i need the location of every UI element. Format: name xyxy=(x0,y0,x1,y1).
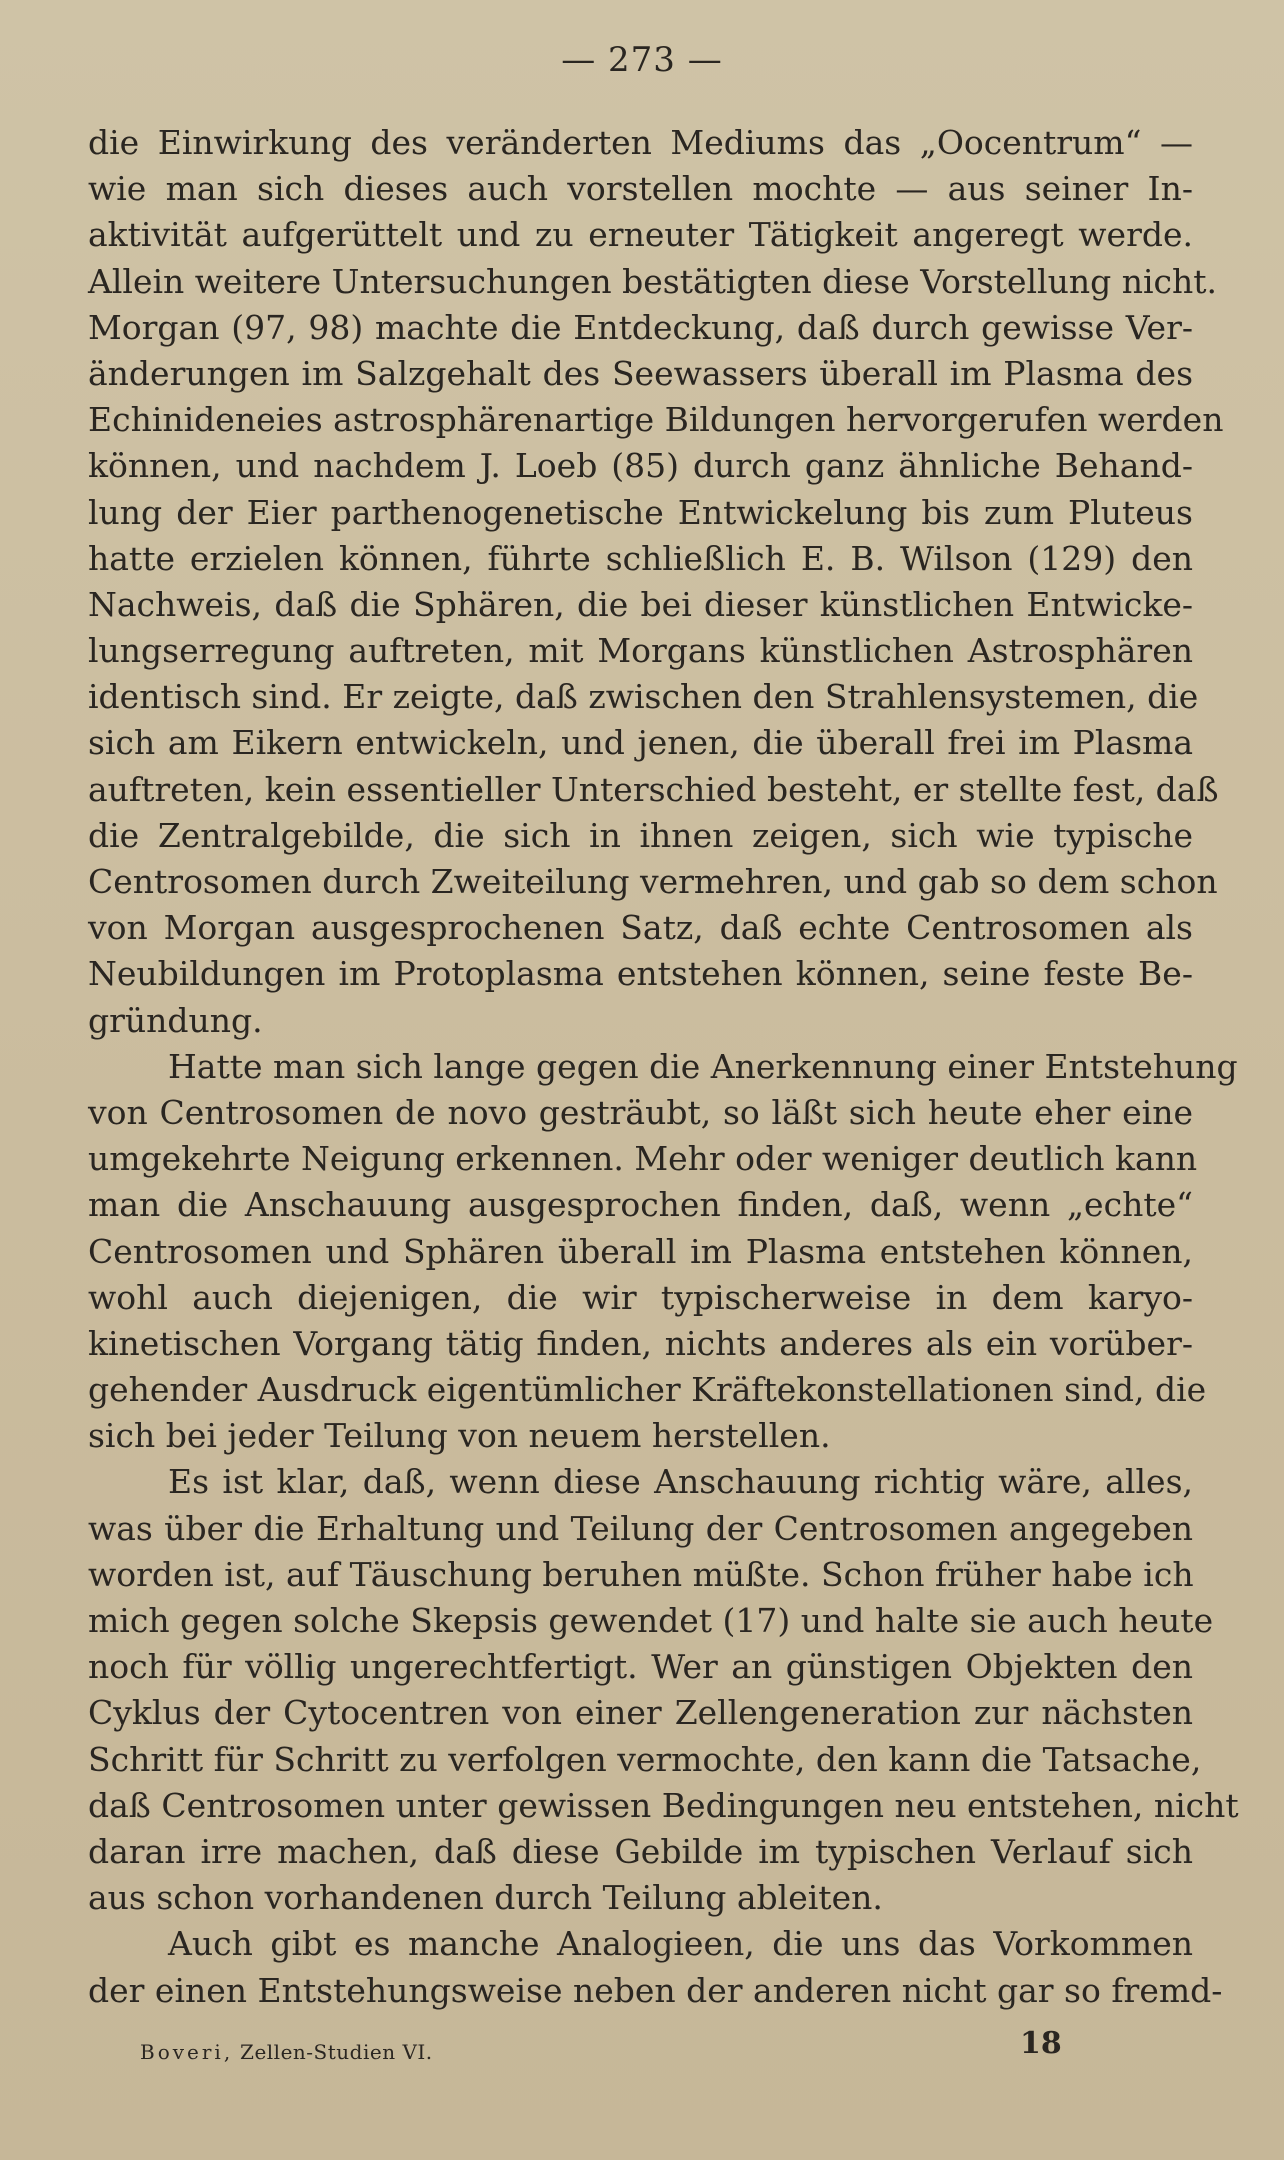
text-line: Auch gibt es manche Analogieen, die uns das Vorkommen xyxy=(168,1924,1193,1964)
paragraph-1 xyxy=(88,120,1224,1044)
text-line: daß Centrosomen unter gewissen Bedingungen neu entstehen, nicht xyxy=(88,1785,1239,1825)
page-footer xyxy=(140,2040,433,2064)
text-line: mich gegen solche Skepsis gewendet (17) und halte sie auch heute xyxy=(88,1601,1214,1640)
text-line: aus schon vorhandenen durch Teilung ableiten. xyxy=(88,1878,883,1918)
text-line: hatte erzielen können, führte schließlich E. B. Wilson (129) den xyxy=(88,538,1193,578)
footer-title: Zellen-Studien VI. xyxy=(240,2040,433,2064)
text-line: Hatte man sich lange gegen die Anerkennung einer Entstehung xyxy=(168,1046,1238,1086)
text-line: Morgan (97, 98) machte die Entdeckung, daß durch gewisse Ver- xyxy=(88,307,1193,347)
text-line: Schritt für Schritt zu verfolgen vermochte, den kann die Tatsache, xyxy=(88,1739,1202,1779)
text-line: Cyklus der Cytocentren von einer Zellengeneration zur nächsten xyxy=(88,1693,1193,1733)
text-line: Allein weitere Untersuchungen bestätigten diese Vorstellung nicht. xyxy=(88,261,1217,301)
paragraph-3 xyxy=(88,1459,1239,1921)
text-line: können, und nachdem J. Loeb (85) durch ganz ähnliche Behand- xyxy=(88,446,1193,486)
text-line: von Morgan ausgesprochenen Satz, daß echte Centrosomen als xyxy=(88,908,1193,948)
text-line: der einen Entstehungsweise neben der anderen nicht gar so fremd- xyxy=(88,1970,1223,2010)
body-text xyxy=(88,120,1239,2014)
text-line: lungserregung auftreten, mit Morgans künstlichen Astrosphären xyxy=(88,631,1193,671)
text-line: man die Anschauung ausgesprochen finden, daß, wenn „echte“ xyxy=(88,1185,1193,1225)
text-line: Echinideneies astrosphärenartige Bildungen hervorgerufen werden xyxy=(88,400,1224,440)
text-line: änderungen im Salzgehalt des Seewassers überall im Plasma des xyxy=(88,353,1193,393)
text-line: kinetischen Vorgang tätig finden, nichts anderes als ein vorüber- xyxy=(88,1323,1193,1363)
text-line: Centrosomen und Sphären überall im Plasma entstehen können, xyxy=(88,1231,1193,1271)
text-line: Neubildungen im Protoplasma entstehen können, seine feste Be- xyxy=(88,954,1193,994)
text-line: identisch sind. Er zeigte, daß zwischen den Strahlensystemen, die xyxy=(88,677,1199,717)
signature-mark: 18 xyxy=(1020,2026,1062,2061)
text-line: aktivität aufgerüttelt und zu erneuter Tätigkeit angeregt werde. xyxy=(88,215,1193,255)
text-line: gehender Ausdruck eigentümlicher Kräftekonstellationen sind, die xyxy=(88,1370,1207,1410)
page-number: — 273 — xyxy=(561,40,723,80)
text-line: von Centrosomen de novo gesträubt, so läßt sich heute eher eine xyxy=(88,1092,1193,1132)
footer-author: Boveri, xyxy=(140,2040,234,2064)
text-line: die Zentralgebilde, die sich in ihnen zeigen, sich wie typische xyxy=(88,815,1193,855)
text-line: sich bei jeder Teilung von neuem herstellen. xyxy=(88,1416,831,1456)
text-line: die Einwirkung des veränderten Mediums das „Oocentrum“ — xyxy=(88,123,1193,162)
text-line: worden ist, auf Täuschung beruhen müßte. Schon früher habe ich xyxy=(88,1554,1194,1594)
text-line: auftreten, kein essentieller Unterschied besteht, er stellte fest, daß xyxy=(88,769,1219,809)
text-line: daran irre machen, daß diese Gebilde im typischen Verlauf sich xyxy=(88,1831,1193,1871)
text-line: noch für völlig ungerechtfertigt. Wer an günstigen Objekten den xyxy=(88,1647,1193,1687)
paragraph-4 xyxy=(88,1921,1223,2013)
paragraph-2 xyxy=(88,1044,1238,1460)
text-line: gründung. xyxy=(88,1000,263,1040)
text-line: sich am Eikern entwickeln, und jenen, die überall frei im Plasma xyxy=(88,723,1193,763)
text-line: Es ist klar, daß, wenn diese Anschauung richtig wäre, alles, xyxy=(168,1462,1193,1502)
text-line: wie man sich dieses auch vorstellen mochte — aus seiner In- xyxy=(88,169,1193,209)
text-line: wohl auch diejenigen, die wir typischerweise in dem karyo- xyxy=(88,1277,1193,1317)
text-line: was über die Erhaltung und Teilung der Centrosomen angegeben xyxy=(88,1508,1193,1548)
text-line: Nachweis, daß die Sphären, die bei dieser künstlichen Entwicke- xyxy=(88,584,1193,624)
text-line: lung der Eier parthenogenetische Entwickelung bis zum Pluteus xyxy=(88,492,1193,532)
text-line: umgekehrte Neigung erkennen. Mehr oder weniger deutlich kann xyxy=(88,1139,1198,1179)
text-line: Centrosomen durch Zweiteilung vermehren, und gab so dem schon xyxy=(88,862,1218,901)
